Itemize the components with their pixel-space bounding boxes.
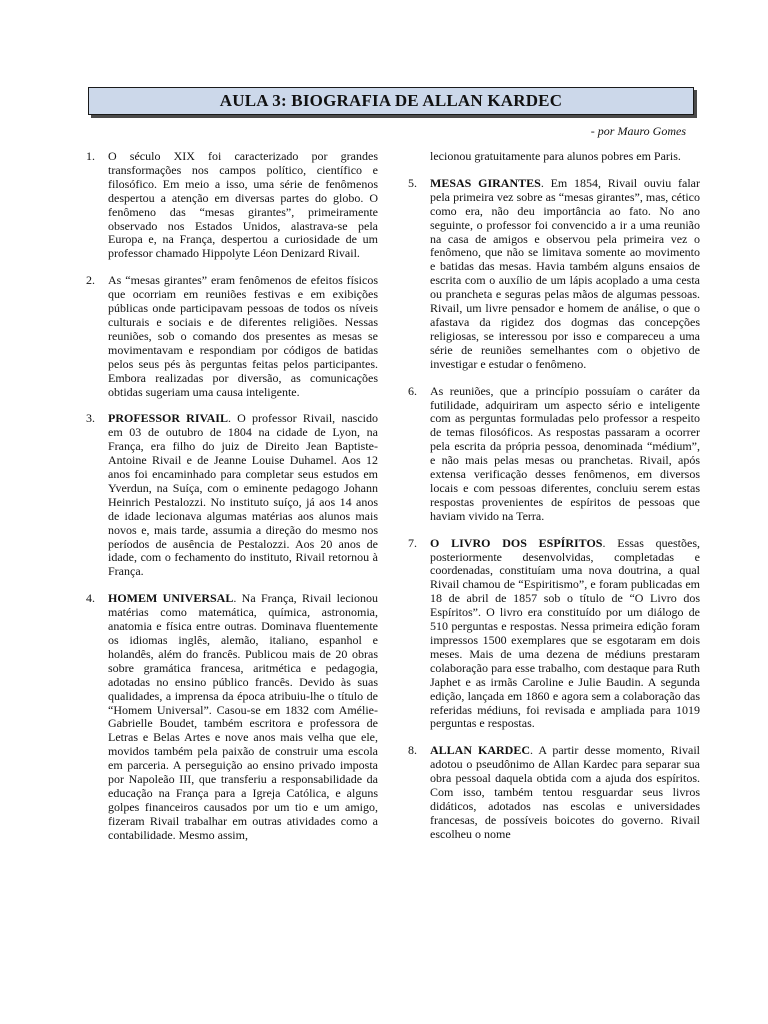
item-text: As reuniões, que a princípio possuíam o caráter da futilidade, adquiriram um aspecto sério e inteligente com as perguntas formuladas pelo professor a respeito de temas filosóficos. As respostas passaram a ocorrer pela escrita da própria pessoa, denominada “médium”, e não mais pelas mesas ou pranchetas. Rivail, após extensa verificação desses fenômenos, em diversos locais e com pessoas diferentes, concluiu serem estas respostas provenientes de espíritos de pessoas que haviam vivido na Terra. bbox=[430, 383, 700, 523]
continuation-text: lecionou gratuitamente para alunos pobres em Paris. bbox=[430, 149, 681, 163]
item-number: 7. bbox=[408, 535, 417, 550]
list-item bbox=[408, 744, 700, 841]
list-item bbox=[408, 385, 700, 524]
item-number: 4. bbox=[86, 591, 95, 606]
item-heading: O LIVRO DOS ESPÍRITOS bbox=[430, 535, 603, 550]
list-item bbox=[408, 177, 700, 372]
list-item bbox=[408, 537, 700, 732]
item-text: As “mesas girantes” eram fenômenos de efeitos físicos que ocorriam em reuniões festivas e em exibições públicas onde participavam pessoas de todos os níveis culturais e sociais e de diferentes religiões. Nessas reuniões, sob o comando dos presentes as mesas se movimentavam e respondiam por códigos de batidas pelos seus pés às perguntas feitas pelos participantes. Embora realizadas por diversão, as comunicações obtidas sugeriam uma causa inteligente. bbox=[108, 273, 378, 399]
item-text: . Em 1854, Rivail ouviu falar pela primeira vez sobre as “mesas girantes”, mas, cético como era, não deu importância ao fato. No ano seguinte, o professor foi convencido a ir a uma reunião na casa de amigos e observou pela primeira vez o fenômeno, que não se limitava somente ao movimento e batidas das mesas. Havia também alguns ensaios de escrita com o auxílio de um lápis acoplado a uma cesta ou prancheta e seguras pelas mãos de algumas pessoas. Rivail, um livre pensador e homem de análise, o que o afastava da rigidez dos dogmas das concepções religiosas, se interessou por isso e compareceu a uma série de reuniões semelhantes com o objetivo de investigar e estudar o fenômeno. bbox=[430, 175, 701, 371]
item-text: . A partir desse momento, Rivail adotou o pseudônimo de Allan Kardec para separar sua obra pessoal daquela obtida com a ajuda dos espíritos. Com isso, também tentou resguardar seus livros didáticos, adotados nas escolas e universidades francesas, de possíveis boicotes do governo. Rivail escolheu o nome bbox=[430, 743, 700, 841]
item-number: 1. bbox=[86, 149, 95, 163]
item-number: 5. bbox=[408, 175, 417, 190]
item-text: . Na França, Rivail lecionou matérias como matemática, química, astronomia, anatomia e física entre outras. Dominava fluentemente os idiomas inglês, alemão, italiano, espanhol e holandês, além do francês. Publicou mais de 20 obras sobre gramática francesa, aritmética e pedagogia, adotadas no ensino público francês. Devido às suas qualidades, a imprensa da época atribuiu-lhe o título de “Homem Universal”. Casou-se em 1832 com Amélie-Gabrielle Boudet, também escritora e professora de Letras e Belas Artes e nove anos mais velha que ele, movidos também pela paixão de construir uma escola em parceria. A perseguição ao ensino privado imposta por Napoleão III, que transferiu a responsabilidade da educação na França para a Igreja Católica, e alguns golpes financeiros causados por um tio e um amigo, fizeram Rivail trabalhar em outras atividades como a contabilidade. Mesmo assim, bbox=[108, 591, 378, 842]
title-box bbox=[88, 87, 694, 115]
item-number: 2. bbox=[86, 273, 95, 288]
item-number: 8. bbox=[408, 743, 417, 758]
page-title: AULA 3: BIOGRAFIA DE ALLAN KARDEC bbox=[219, 91, 563, 110]
item-heading: PROFESSOR RIVAIL bbox=[108, 411, 228, 426]
item-heading: MESAS GIRANTES bbox=[430, 175, 541, 190]
list-item bbox=[86, 412, 378, 579]
item-text: O século XIX foi caracterizado por grandes transformações nos campos político, científico e filosófico. Em meio a isso, uma série de fenômenos despertou a atenção em diversas partes do globo. O fenômeno das “mesas girantes”, primeiramente observado nos Estados Unidos, alastrava-se pela Europa e, na França, despertou a curiosidade de um professor chamado Hippolyte Léon Denizard Rivail. bbox=[108, 149, 378, 261]
item-heading: ALLAN KARDEC bbox=[430, 743, 531, 758]
right-column bbox=[408, 150, 700, 855]
item-text: . O professor Rivail, nascido em 03 de outubro de 1804 na cidade de Lyon, na França, era filho do juiz de Direito Jean Baptiste-Antoine Rivail e de Jeanne Louise Duhamel. Aos 12 anos foi encaminhado para completar seus estudos em Yverdun, na Suíça, com o eminente pedagogo Johann Heinrich Pestalozzi. No instituto suíço, já aos 14 anos de idade lecionava algumas matérias aos alunos mais novos e, mais tarde, assumia a direção do mesmo nos períodos de ausência de Pestalozzi. Aos 20 anos de idade, com o fechamento do instituto, Rivail retornou à França. bbox=[108, 411, 378, 579]
list-item bbox=[86, 150, 378, 261]
item-heading: HOMEM UNIVERSAL bbox=[108, 591, 234, 606]
author-line: - por Mauro Gomes bbox=[590, 124, 686, 138]
list-item bbox=[86, 274, 378, 399]
list-item bbox=[86, 592, 378, 842]
item-number: 3. bbox=[86, 411, 95, 426]
item-number: 6. bbox=[408, 383, 417, 398]
item-text: . Essas questões, posteriormente desenvolvidas, completadas e coordenadas, constituíam uma nova doutrina, a qual Rivail chamou de “Espiritismo”, e foram publicadas em 18 de abril de 1857 sob o título de “O Livro dos Espíritos”. O livro era constituído por um diálogo de 510 perguntas e respostas. Nessa primeira edição foram impressos 1500 exemplares que se esgotaram em dois meses. Mais de uma dezena de médiuns prestaram colaboração para esse trabalho, com destaque para Ruth Japhet e as irmãs Caroline e Julie Baudin. A segunda edição, lançada em 1860 e agora sem a colaboração das referidas médiuns, foi revisada e ampliada para 1019 perguntas e respostas. bbox=[430, 535, 700, 731]
left-column bbox=[86, 150, 378, 856]
